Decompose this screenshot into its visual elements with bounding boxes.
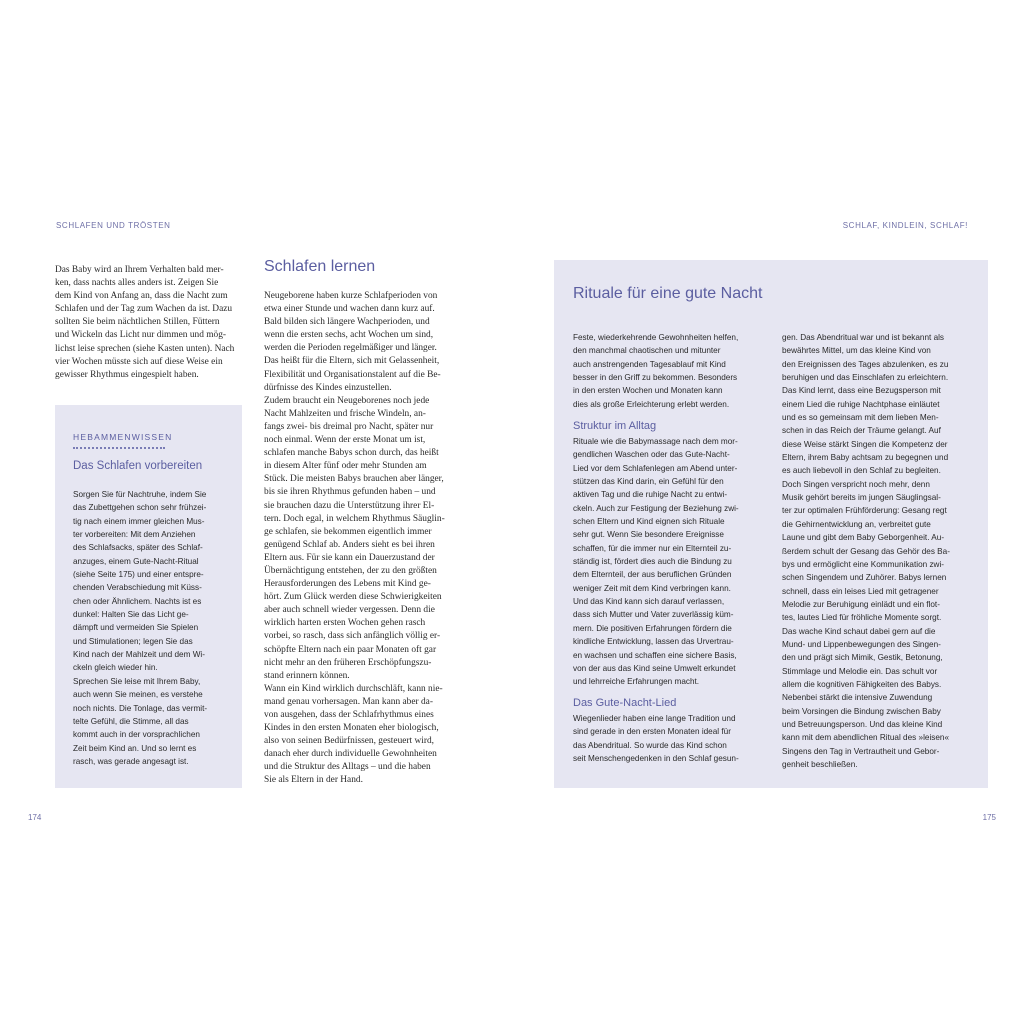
box-overline: HEBAMMENWISSEN [73,432,173,442]
box-text: Sorgen Sie für Nachtruhe, indem Sie das Zubettgehen schon sehr frühzei- tig nach einem immer gleichen Mus- ter vorbereiten: Mit dem Anziehen des Schlafsacks, später des Schlaf- anzuges, einem Gute-Nacht-Ritual (siehe Seite 175) und einer entspre- chenden Verabschiedung mit Küss- chen oder Ähnlichem. Nachts ist es dunkel: Halten Sie das Licht ge- dämpft und vermeiden Sie Spielen und Stimulationen; legen Sie das Kind nach der Mahlzeit und dem Wi- ckeln gleich wieder hin. Sprechen Sie leise mit Ihrem Baby, auch wenn Sie meinen, es verstehe noch nichts. Die Tonlage, das vermit- telte Gefühl, die Stimme, all das kommt auch in der vorsprachlichen Zeit beim Kind an. Und so lernt es rasch, was gerade angesagt ist. [73,490,208,766]
heading-gute-nacht-lied: Das Gute-Nacht-Lied [573,697,677,709]
schlafen-lernen-text: Neugeborene haben kurze Schlafperioden von etwa einer Stunde und wachen dann kurz auf. Bald bilden sich längere Wachperioden, und wenn die ersten sechs, acht Wochen um sind, werden die Perioden regelmäßiger und länger. Das heißt für die Eltern, sich mit Gelassenheit, Flexibilität und Organisationstalent auf die Be- dürfnisse des Kindes einzustellen. Zudem braucht ein Neugeborenes noch jede Nacht Mahlzeiten und frische Windeln, an- fangs zwei- bis dreimal pro Nacht, später nur noch einmal. Wenn der erste Monat um ist, schlafen manche Babys schon durch, das heißt in diesem Alter fünf oder mehr Stunden am Stück. Die meisten Babys brauchen aber länger, bis sie ihren Rhythmus gefunden haben – und sie brauchen dazu die Unterstützung ihrer El- tern. Doch egal, in welchem Rhythmus Säuglin- ge schlafen, sie bekommen eigentlich immer genügend Schlaf ab. Anders sieht es bei ihren Eltern aus. Für sie kann ein Dauerzustand der Übernächtigung entstehen, der zu den größten Herausforderungen des Lebens mit Kind ge- hört. Zum Glück werden diese Schwierigkeiten aber auch schnell wieder vergessen. Denn die wirklich harten ersten Wochen gehen rasch vorbei, so rasch, dass sich anfänglich völlig er- schöpfte Eltern nach ein paar Monaten oft gar nicht mehr an den früheren Erschöpfungszu- stand erinnern können. Wann ein Kind wirklich durchschläft, kann nie- mand genau vorhersagen. Man kann aber da- von ausgehen, dass der Schlafrhythmus eines Kindes in den ersten Monaten eher biologisch, also von seinen Bedürfnissen, gesteuert wird, danach eher durch individuelle Gewohnheiten und die Struktur des Alltags – und die haben Sie als Eltern in der Hand. [264,291,445,786]
box-dotted-divider [73,447,165,449]
rituale-box [554,260,988,788]
box-title: Das Schlafen vorbereiten [73,460,203,472]
page-number-right: 175 [982,813,996,822]
gute-nacht-lied-text: Wiegenlieder haben eine lange Tradition und sind gerade in den ersten Monaten ideal für das Abendritual. So wurde das Kind schon seit Menschengedenken in den Schlaf gesun- [573,714,739,764]
rituale-title: Rituale für eine gute Nacht [573,285,763,302]
rituale-intro: Feste, wiederkehrende Gewohnheiten helfen, den manchmal chaotischen und mitunter auch anstrengenden Tagesablauf mit Kind besser in den Griff zu bekommen. Besonders in den ersten Wochen und Monaten kann dies als große Erleichterung erlebt werden. [573,333,739,409]
hebammenwissen-box [55,405,242,788]
section-title-schlafen-lernen: Schlafen lernen [264,258,376,275]
running-header-right: SCHLAF, KINDLEIN, SCHLAF! [842,221,968,230]
page-number-left: 174 [28,813,42,822]
rituale-column-2-text: gen. Das Abendritual war und ist bekannt als bewährtes Mittel, um das kleine Kind von den Ereignissen des Tages abzulenken, es zu beruhigen und das Einschlafen zu erleichtern. Das Kind lernt, dass eine Bezugsperson mit einem Lied die ruhige Nachtphase einläutet und es so gemeinsam mit dem lieben Men- schen in das Reich der Träume gelangt. Auf diese Weise stärkt Singen die Kompetenz der Eltern, ihrem Baby achtsam zu begegnen und es auch liebevoll in den Schlaf zu begleiten. Doch Singen verspricht noch mehr, denn Musik gehört bereits im jungen Säuglingsal- ter zur optimalen Frühförderung: Gesang regt die Gehirnentwicklung an, verbreitet gute Laune und gibt dem Baby Geborgenheit. Au- ßerdem schult der Gesang das Gehör des Ba- bys und ermöglicht eine Kommunikation zwi- schen Singendem und Zuhörer. Babys lernen schnell, dass ein leises Lied mit getragener Melodie zur Beruhigung einlädt und ein flot- tes, lautes Lied für fröhliche Momente sorgt. Das wache Kind schaut dabei gern auf die Mund- und Lippenbewegungen des Singen- den und prägt sich Mimik, Gestik, Betonung, Stimmlage und Melodie ein. Das schult vor allem die kognitiven Fähigkeiten des Babys. Nebenbei stärkt die intensive Zuwendung beim Vorsingen die Bindung zwischen Baby und Betreuungsperson. Und das kleine Kind kann mit dem abendlichen Ritual des »leisen« Singens den Tag in Vertrautheit und Gebor- genheit beschließen. [782,333,950,769]
running-header-left: SCHLAFEN UND TRÖSTEN [56,221,171,230]
heading-struktur-im-alltag: Struktur im Alltag [573,420,657,432]
struktur-text: Rituale wie die Babymassage nach dem mor- gendlichen Waschen oder das Gute-Nacht- Lied vor dem Schlafenlegen am Abend unter- stützen das Kind darin, ein Gefühl für den aktiven Tag und die ruhige Nacht zu entwi- ckeln. Auch zur Festigung der Beziehung zwi- schen Eltern und Kind eignen sich Rituale sehr gut. Wenn Sie besondere Ereignisse schaffen, für die immer nur ein Elternteil zu- ständig ist, fördert dies auch die Bindung zu dem Elternteil, der aus beruflichen Gründen weniger Zeit mit dem Kind verbringen kann. Und das Kind kann sich darauf verlassen, dass sich Mutter und Vater zuverlässig küm- mern. Die positiven Erfahrungen fördern die kindliche Entwicklung, lassen das Urvertrau- en wachsen und schaffen eine sichere Basis, von der aus das Kind seine Umwelt erkundet und lehrreiche Erfahrungen macht. [573,437,739,687]
intro-paragraph: Das Baby wird an Ihrem Verhalten bald mer- ken, dass nachts alles anders ist. Zeigen Sie dem Kind von Anfang an, dass die Nacht zum Schlafen und der Tag zum Wachen da ist. Dazu sollten Sie beim nächtlichen Stillen, Füttern und Wickeln das Licht nur dimmen und mög- lichst leise sprechen (siehe Kasten unten). Nach vier Wochen müsste sich auf diese Weise ein gewisser Rhythmus eingespielt haben. [55,265,235,380]
